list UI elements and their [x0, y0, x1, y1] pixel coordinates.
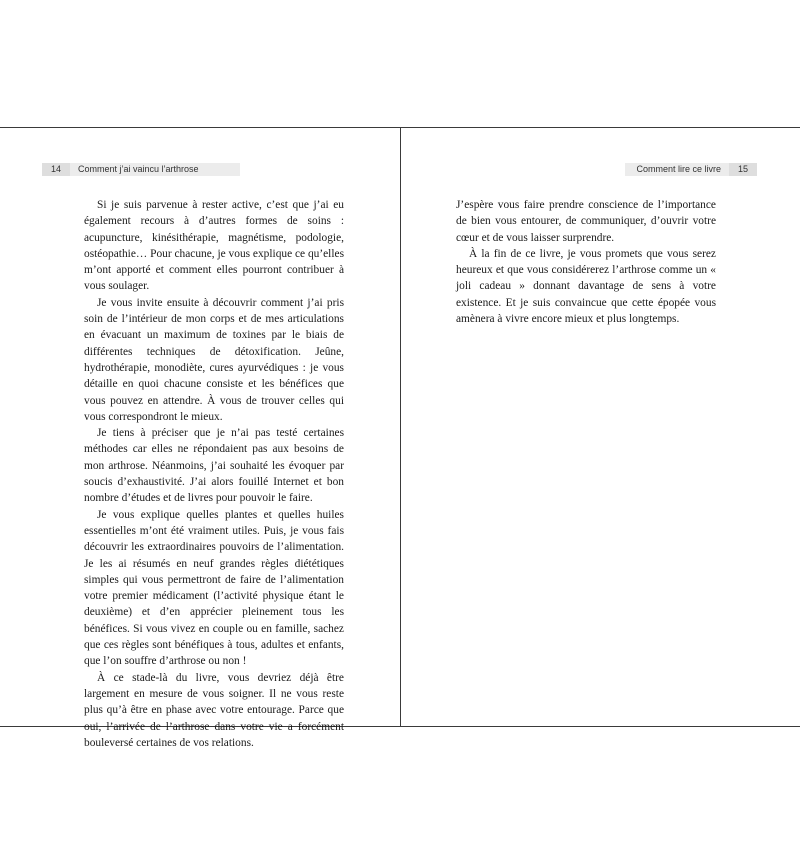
paragraph: J’espère vous faire prendre conscience de l’importance de bien vous entourer, de communiquer, d’ouvrir votre cœur et de vous laisser surprendre.: [456, 199, 716, 244]
paragraph: Je vous explique quelles plantes et quelles huiles essentielles m’ont été vraiment utiles. Puis, je vous fais découvrir les extraordinaires pouvoirs de l’alimentation. Je les ai résumés en neuf grandes règles diététiques simples qui vous permettront de faire de l’alimentation votre premier médicament (l’activité physique étant le deuxième) et d’en apprécier pleinement tous les bénéfices. Si vous vivez en couple ou en famille, sachez que ces règles sont bénéfiques à tous, adultes et enfants, que l’on souffre d’arthrose ou non !: [84, 508, 344, 668]
running-title: Comment lire ce livre: [636, 164, 721, 174]
running-header-left: [42, 163, 240, 176]
paragraph: Je vous invite ensuite à découvrir comment j’ai pris soin de l’intérieur de mon corps et de mes articulations en évacuant un maximum de toxines par le biais de différentes techniques de détoxification. Jeûne, hydrothérapie, monodiète, cures ayurvédiques : je vous détaille en quoi chacune consiste et les bénéfices que vous pouvez en attendre. À vous de trouver celles qui vous correspondront le mieux.: [84, 296, 344, 423]
left-page: [0, 128, 400, 749]
page-number: 15: [729, 163, 757, 176]
page-number: 14: [42, 163, 70, 176]
paragraph: À la fin de ce livre, je vous promets que vous serez heureux et que vous considérerez l’arthrose comme un « joli cadeau » donnant davantage de sens à votre existence. Et je suis convaincue que cette épopée vous amènera à vivre encore mieux et plus longtemps.: [456, 247, 716, 326]
right-page: [401, 128, 800, 726]
paragraph: À ce stade-là du livre, vous devriez déjà être largement en mesure de vous soigner. Il ne vous reste plus qu’à être en phase avec votre entourage. Parce que oui, l’arrivée de l’arthrose dans votre vie a forcément bouleversé certaines de vos relations.: [84, 671, 344, 749]
running-header-right: [625, 163, 757, 176]
paragraph: Si je suis parvenue à rester active, c’est que j’ai eu également recours à d’autres formes de soins : acupuncture, kinésithérapie, magnétisme, podologie, ostéopathie… Pour chacune, je vous explique ce qu’elles m’ont apporté et comment elles pourront contribuer à vous soulager.: [84, 199, 345, 293]
paragraph: Je tiens à préciser que je n’ai pas testé certaines méthodes car elles ne répondaient pas aux besoins de mon arthrose. Néanmoins, j’ai souhaité les évoquer par soucis d’exhaustivité. J’ai alors fouillé Internet et bon nombre d’études et de livres pour pouvoir le faire.: [84, 427, 344, 505]
body-text: [84, 197, 344, 751]
body-text: [456, 197, 716, 327]
book-spread: [0, 127, 800, 749]
running-title: Comment j’ai vaincu l’arthrose: [78, 164, 199, 174]
